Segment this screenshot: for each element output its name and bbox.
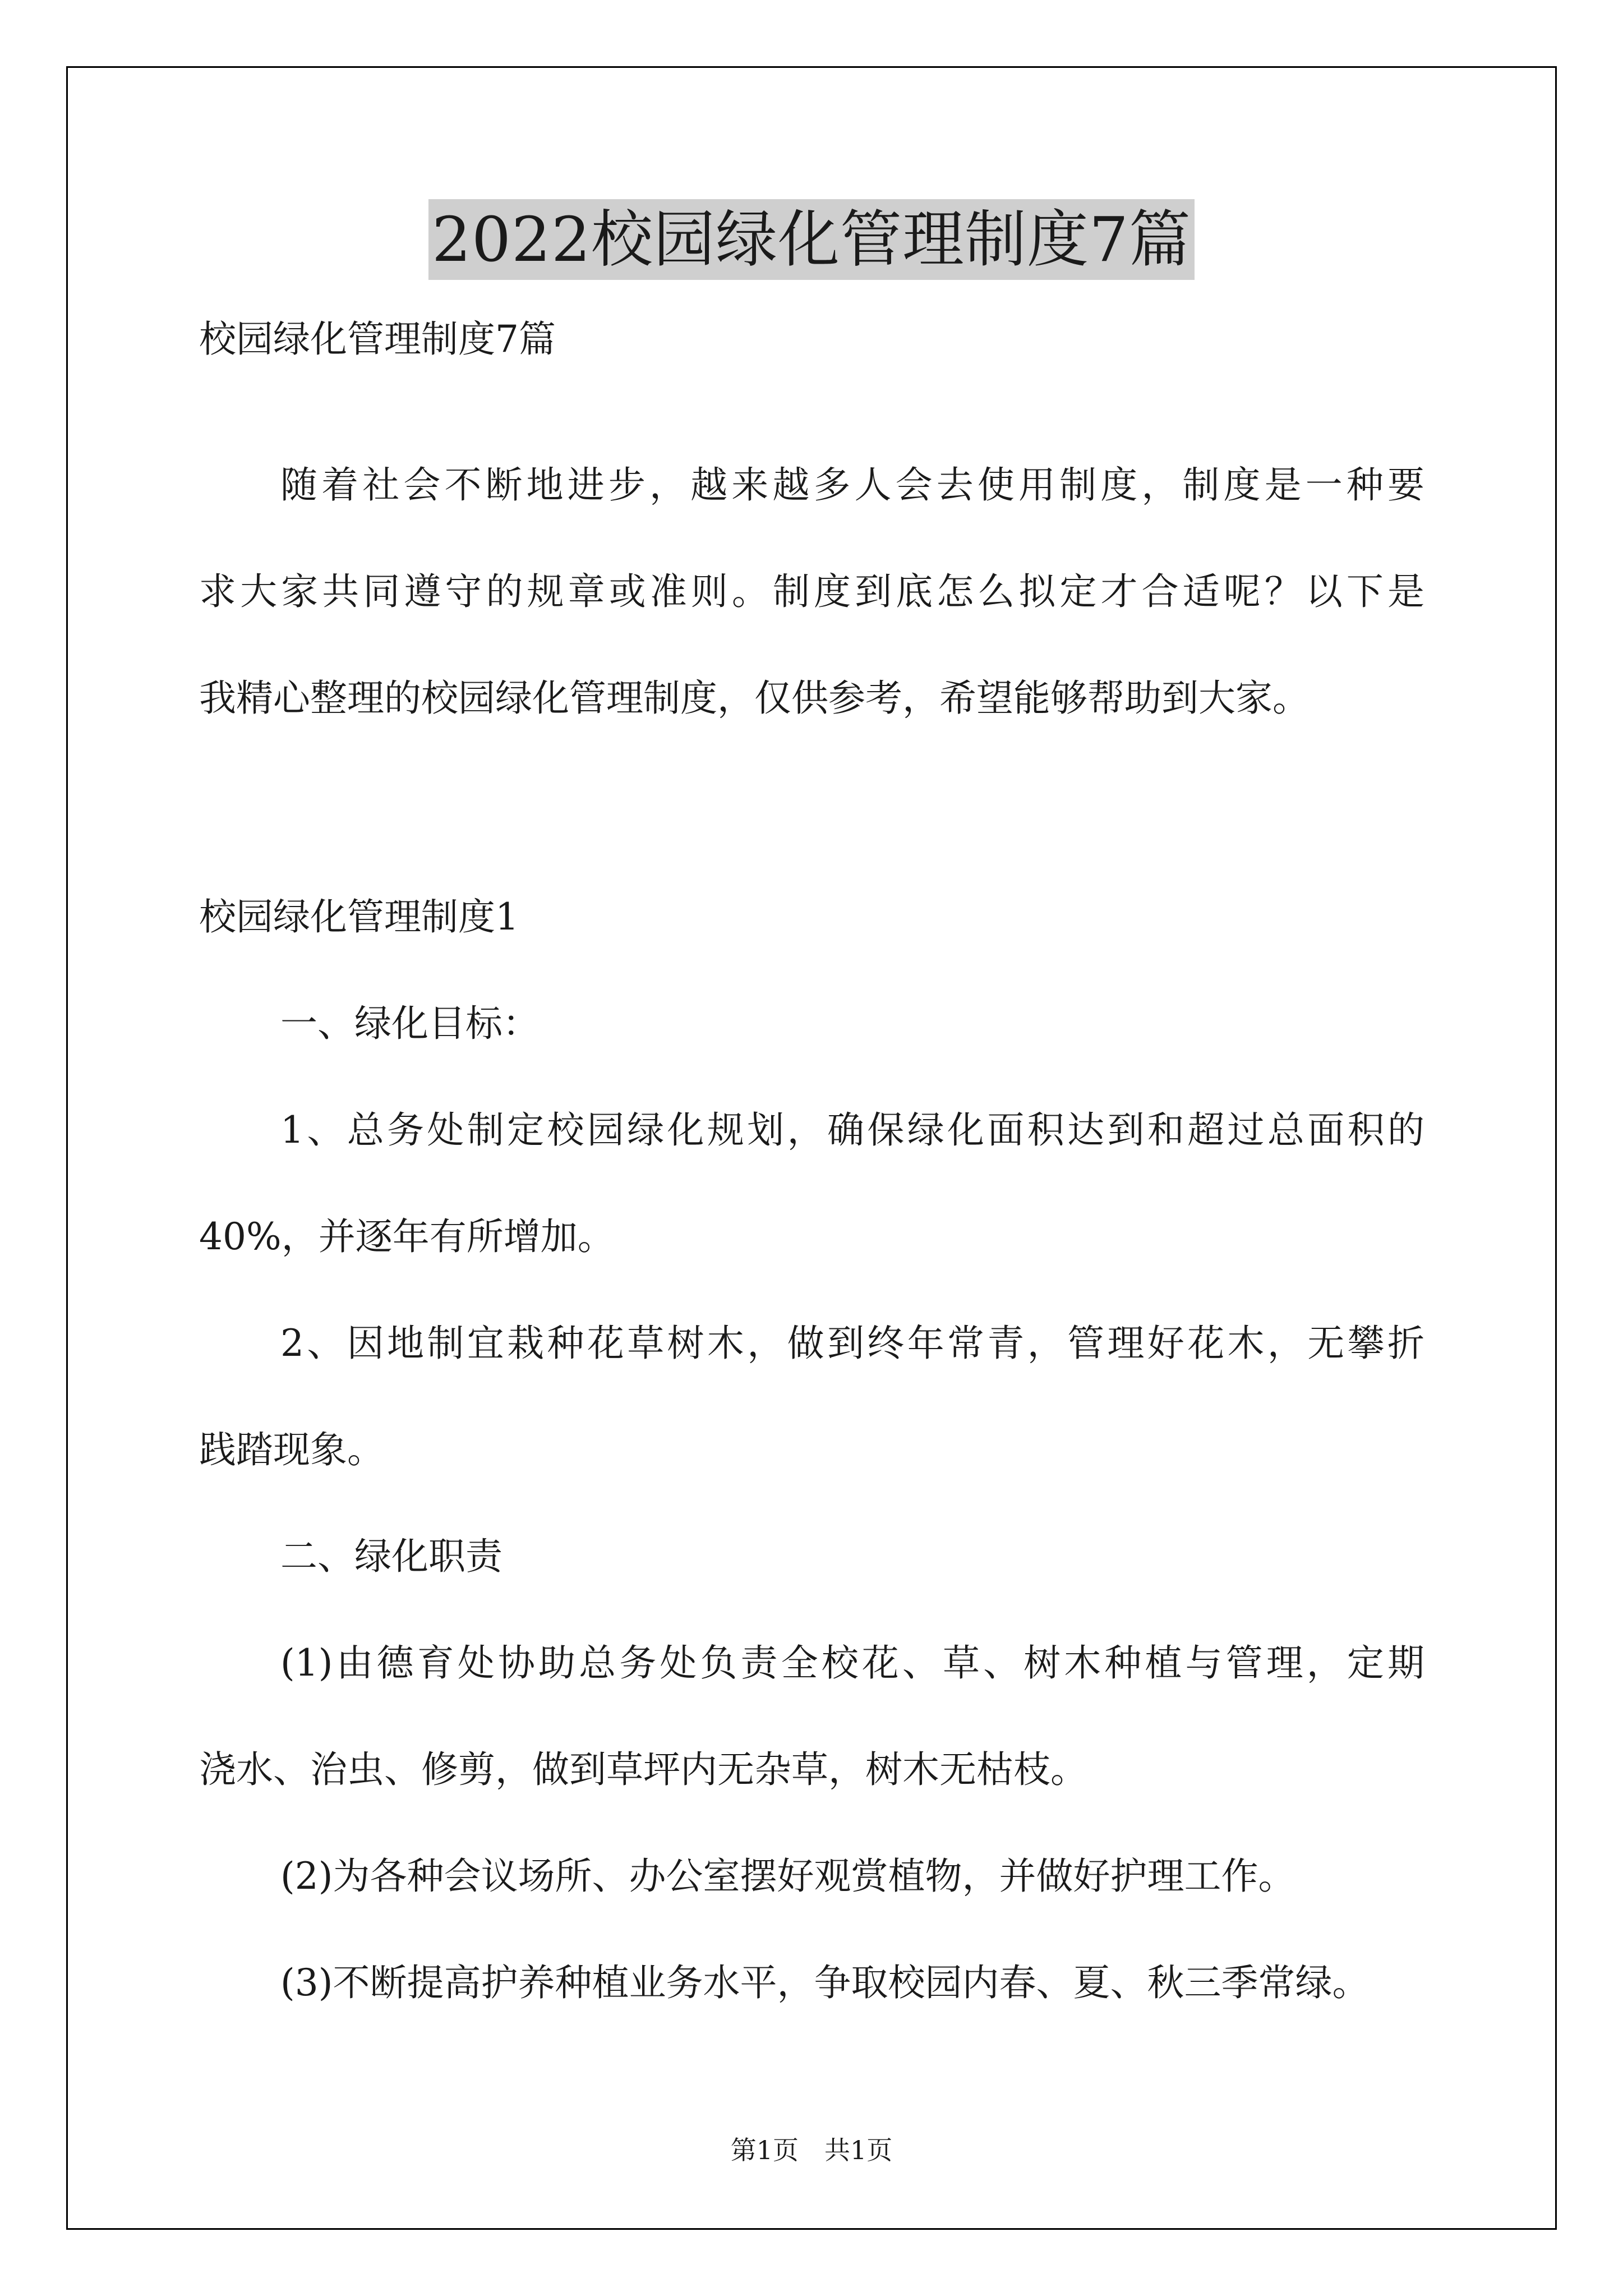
- intro-line-1: 随着社会不断地进步，越来越多人会去使用制度，制度是一种要: [280, 463, 1424, 507]
- subtitle-line: 校园绿化管理制度7篇: [199, 318, 556, 361]
- item-heading-2: 二、绿化职责: [280, 1535, 502, 1578]
- section-heading: 校园绿化管理制度1: [199, 895, 519, 938]
- document-title: 2022校园绿化管理制度7篇: [428, 199, 1195, 280]
- title-container: [0, 199, 1623, 280]
- item-heading-1: 一、绿化目标：: [280, 1002, 540, 1045]
- item-1-line-2: 40%，并逐年有所增加。: [199, 1215, 615, 1258]
- intro-line-2: 求大家共同遵守的规章或准则。制度到底怎么拟定才合适呢？以下是: [199, 570, 1424, 613]
- duty-3-line: (3)不断提高护养种植业务水平，争取校园内春、夏、秋三季常绿。: [280, 1961, 1370, 2004]
- duty-1-line-1: (1)由德育处协助总务处负责全校花、草、树木种植与管理，定期: [280, 1641, 1424, 1685]
- item-1-line-1: 1、总务处制定校园绿化规划，确保绿化面积达到和超过总面积的: [280, 1108, 1424, 1152]
- intro-line-3: 我精心整理的校园绿化管理制度，仅供参考，希望能够帮助到大家。: [199, 677, 1310, 720]
- item-2-line-1: 2、因地制宜栽种花草树木，做到终年常青，管理好花木，无攀折: [280, 1322, 1424, 1365]
- page-footer: 第1页 共1页: [730, 2135, 893, 2165]
- item-2-line-2: 践踏现象。: [199, 1428, 384, 1471]
- duty-2-line: (2)为各种会议场所、办公室摆好观赏植物，并做好护理工作。: [280, 1855, 1295, 1898]
- duty-1-line-2: 浇水、治虫、修剪，做到草坪内无杂草，树木无枯枝。: [199, 1748, 1087, 1791]
